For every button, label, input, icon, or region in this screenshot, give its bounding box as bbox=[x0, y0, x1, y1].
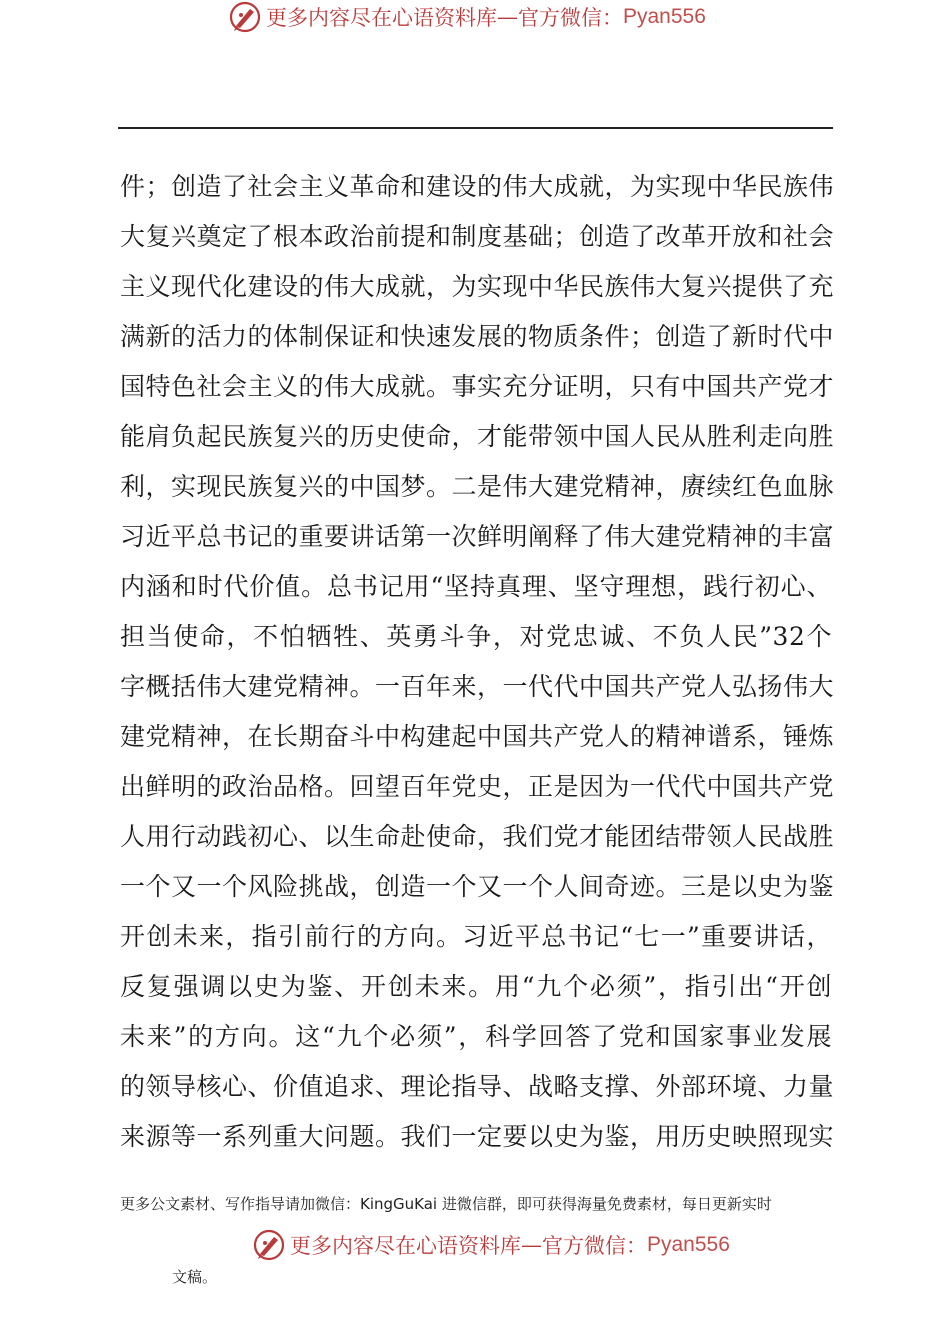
banner-wechat-id: Pyan556 bbox=[623, 5, 706, 28]
banner-separator: — bbox=[521, 1233, 542, 1257]
text-line: 字概括伟大建党精神。一百年来，一代代中国共产党人弘扬伟大 bbox=[120, 672, 835, 701]
text-line: 开创未来，指引前行的方向。习近平总书记“七一”重要讲话， bbox=[120, 922, 832, 951]
text-line: 反复强调以史为鉴、开创未来。用“九个必须”，指引出“开创 bbox=[120, 972, 832, 1001]
banner-wechat-label: 官方微信： bbox=[542, 1234, 647, 1258]
text-line: 一个又一个风险挑战，创造一个又一个人间奇迹。三是以史为鉴 bbox=[120, 872, 835, 901]
text-line: 担当使命，不怕牺牲、英勇斗争，对党忠诚、不负人民”32个 bbox=[120, 622, 832, 651]
banner-title: 更多内容尽在心语资料库 bbox=[266, 6, 497, 30]
text-line: 大复兴奠定了根本政治前提和制度基础；创造了改革开放和社会 bbox=[120, 222, 835, 251]
footer-banner bbox=[252, 1228, 730, 1262]
text-line: 建党精神，在长期奋斗中构建起中国共产党人的精神谱系，锤炼 bbox=[120, 722, 835, 751]
text-line: 利，实现民族复兴的中国梦。二是伟大建党精神，赓续红色血脉 bbox=[120, 472, 835, 501]
text-line: 人用行动践初心、以生命赴使命，我们党才能团结带领人民战胜 bbox=[120, 822, 835, 851]
text-line: 国特色社会主义的伟大成就。事实充分证明，只有中国共产党才 bbox=[120, 372, 835, 401]
text-line: 未来”的方向。这“九个必须”，科学回答了党和国家事业发展 bbox=[120, 1022, 832, 1051]
pen-logo-icon bbox=[228, 0, 262, 34]
text-line: 的领导核心、价值追求、理论指导、战略支撑、外部环境、力量 bbox=[120, 1072, 835, 1101]
text-line: 内涵和时代价值。总书记用“坚持真理、坚守理想，践行初心、 bbox=[120, 572, 832, 601]
pen-logo-icon bbox=[252, 1228, 286, 1262]
text-line: 件；创造了社会主义革命和建设的伟大成就，为实现中华民族伟 bbox=[120, 172, 835, 201]
footer-note-continued: 文稿。 bbox=[172, 1268, 218, 1286]
banner-wechat-id: Pyan556 bbox=[647, 1233, 730, 1256]
header-divider bbox=[118, 127, 833, 129]
header-banner bbox=[228, 0, 706, 34]
text-line: 来源等一系列重大问题。我们一定要以史为鉴，用历史映照现实 bbox=[120, 1122, 835, 1151]
text-line: 出鲜明的政治品格。回望百年党史，正是因为一代代中国共产党 bbox=[120, 772, 835, 801]
banner-title: 更多内容尽在心语资料库 bbox=[290, 1234, 521, 1258]
text-line: 能肩负起民族复兴的历史使命，才能带领中国人民从胜利走向胜 bbox=[120, 422, 835, 451]
text-line: 习近平总书记的重要讲话第一次鲜明阐释了伟大建党精神的丰富 bbox=[120, 522, 835, 551]
banner-separator: — bbox=[497, 5, 518, 29]
text-line: 满新的活力的体制保证和快速发展的物质条件；创造了新时代中 bbox=[120, 322, 835, 351]
banner-wechat-label: 官方微信： bbox=[518, 6, 623, 30]
text-line: 主义现代化建设的伟大成就，为实现中华民族伟大复兴提供了充 bbox=[120, 272, 835, 301]
document-body bbox=[120, 162, 835, 1162]
footer-note: 更多公文素材、写作指导请加微信：KingGuKai 进微信群，即可获得海量免费素材，每日更新实时 bbox=[120, 1195, 772, 1213]
